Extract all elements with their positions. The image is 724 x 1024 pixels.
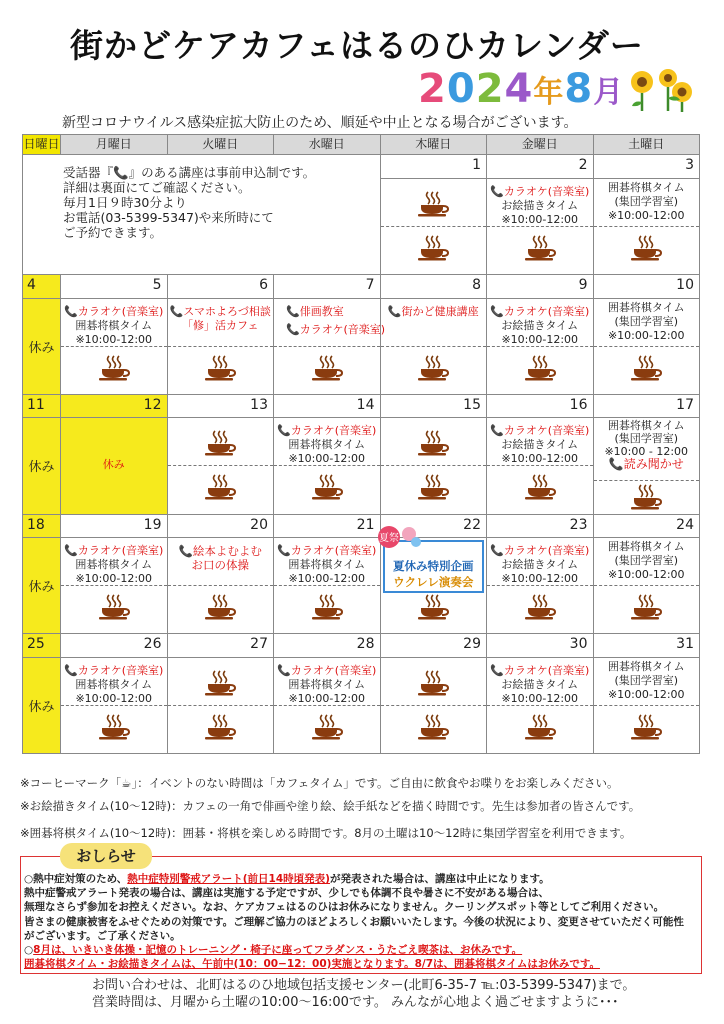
event-drawing: お絵描きタイム [501,677,579,691]
event-karaoke: 📞カラオケ(音楽室) [277,663,377,677]
coffee-cup-icon [204,430,236,456]
weekday-thursday: 木曜日 [380,135,487,155]
weekday-wednesday: 水曜日 [274,135,381,155]
coffee-cup-icon [524,594,556,620]
weekday-tuesday: 火曜日 [167,135,274,155]
notice-alert: 囲碁将棋タイム・お絵描きタイムは、午前中(10：00−12：00)実施となります。8/7は、囲碁将棋タイムはお休みです。 [24,957,600,970]
coffee-footnote: ※コーヒーマーク「☕」：イベントのない時間は「カフェタイム」です。ご自由に飲食やお喋りをお楽しみください。 [20,776,619,790]
year-digit: 2 [475,66,505,112]
day-number: 17 [593,394,700,418]
notice-line: 熱中症警戒アラート発表の場合は、講座は実施する予定ですが、少しでも体調不良や暑さに不安がある場合は、 [24,887,549,900]
coffee-cup-icon [630,355,662,381]
special-event-name: ウクレレ演奏会 [393,575,474,590]
coffee-cup-icon [417,235,449,261]
day-number: 3 [593,155,700,179]
year-digit: 0 [446,66,476,112]
event-karaoke: 📞カラオケ(音楽室) [490,663,590,677]
day-number: 21 [274,514,381,538]
day-number: 7 [274,275,381,299]
event-go: 囲碁将棋タイム [288,677,366,691]
coffee-cup-icon [524,355,556,381]
coffee-cup-icon [204,714,236,740]
contact-line: お問い合わせは、北町はるのひ地域包括支援センター(北町6-35-7 ℡:03-5399-5347)まで。 [92,978,636,993]
event-time: ※10:00-12:00 [607,568,685,582]
sunday-cell [23,657,61,753]
day-cell [380,178,487,274]
coffee-cup-icon [417,430,449,456]
calendar-table [22,134,700,754]
event-time: ※10:00-12:00 [75,332,153,346]
day-number: 28 [274,634,381,658]
event-time: ※10:00-12:00 [607,328,685,342]
reserve-info-cell [23,155,381,275]
coffee-cup-icon [417,474,449,500]
event-time: ※10:00-12:00 [607,687,685,701]
coffee-cup-icon [98,594,130,620]
event-go: 囲碁将棋タイム [607,419,685,433]
event-go: 囲碁将棋タイム [288,558,366,572]
event-ehon: 📞絵本よむよむ [178,544,262,559]
coffee-cup-icon [630,235,662,261]
event-go: 囲碁将棋タイム [607,180,685,194]
coffee-cup-icon [311,355,343,381]
hours-line: 営業時間は、月曜から土曜の10:00〜16:00です。 みんなが心地よく過ごせますように･･･ [92,995,619,1010]
coffee-cup-icon [98,355,130,381]
summer-festival-icon [377,524,421,550]
event-karaoke: 📞カラオケ(音楽室) [490,304,590,318]
event-time: ※10:00-12:00 [288,452,366,466]
event-drawing: お絵描きタイム [501,558,579,572]
event-kenkou: 📞街かど健康講座 [387,304,479,318]
event-karaoke: 📞カラオケ(音楽室) [490,544,590,558]
coffee-cup-icon [204,594,236,620]
coffee-cup-icon [630,484,662,510]
notice-alert: 8月は、いきいき体操・記憶のトレーニング・椅子に座ってフラダンス・うたごえ喫茶は、お休みです。 [33,943,523,956]
special-event-cell [378,533,487,634]
year-month-heading [418,66,624,112]
event-time: ※10:00 - 12:00 [604,445,689,459]
reserve-line: ご予約できます。 [63,225,163,241]
day-cell [274,657,381,753]
day-number: 8 [380,275,487,299]
day-number: 5 [61,275,168,299]
sunday-cell [23,418,61,514]
coffee-cup-icon [204,474,236,500]
coffee-cup-icon [524,714,556,740]
day-number: 29 [380,634,487,658]
reserve-line: 受話器『📞』のある講座は事前申込制です。 [63,165,316,181]
event-karaoke: 📞カラオケ(音楽室) [64,304,164,318]
reserve-line: 詳細は裏面にてご確認ください。 [63,180,251,196]
summer-festival-label: 夏祭 [378,533,399,545]
day-number: 13 [167,394,274,418]
rest-label: 休み [28,580,55,596]
event-go: 囲碁将棋タイム [288,438,366,452]
day-cell [380,418,487,514]
day-number: 19 [61,514,168,538]
day-cell [61,298,168,394]
event-karaoke: 📞カラオケ(音楽室) [277,424,377,438]
day-cell [274,538,381,634]
day-number: 6 [167,275,274,299]
reserve-line: 毎月1日９時30分より [63,195,187,211]
weekday-monday: 月曜日 [61,135,168,155]
event-time: ※10:00-12:00 [288,572,366,586]
day-number: 16 [487,394,594,418]
notice-line: が発表された場合は、講座は中止になります。 [329,873,550,885]
day-cell [274,298,386,394]
day-cell [167,418,274,514]
coffee-cup-icon [630,714,662,740]
event-time: ※10:00-12:00 [501,691,579,705]
event-karaoke: 📞カラオケ(音楽室) [490,184,590,198]
coffee-cup-icon [311,714,343,740]
day-cell [487,657,594,753]
notice-alert: 熱中症特別警戒アラート(前日14時頃発表) [127,873,330,885]
coffee-cup-icon [524,235,556,261]
day-number: 22 [380,514,487,538]
day-cell [61,657,168,753]
day-cell [167,538,274,634]
event-place: (集団学習室) [614,314,679,328]
day-number: 18 [23,514,61,538]
event-time: ※10:00-12:00 [501,212,579,226]
rest-label: 休み [28,460,55,476]
event-smartphone: 📞スマホよろづ相談 [169,304,271,318]
day-number: 20 [167,514,274,538]
day-number: 10 [593,275,700,299]
reserve-line: お電話(03-5399-5347)や来所時にて [63,210,274,226]
day-number: 27 [167,634,274,658]
coffee-cup-icon [524,474,556,500]
event-yomikikase: 📞読み聞かせ [608,457,684,472]
day-cell [593,298,700,394]
coffee-cup-icon [417,355,449,381]
event-go: 囲碁将棋タイム [75,677,153,691]
event-time: ※10:00-12:00 [75,691,153,705]
event-drawing: お絵描きタイム [501,438,579,452]
event-karaoke: 📞カラオケ(音楽室) [64,544,164,558]
day-cell [593,178,700,274]
coffee-cup-icon [311,474,343,500]
event-time: ※10:00-12:00 [75,572,153,586]
event-haiga: 📞俳画教室 [286,304,344,318]
coffee-cup-icon [417,191,449,217]
notice-line: 無理なさらず参加をお控えください。なお、ケアカフェはるのひはお休みになりません。クーリングスポット等としてご利用ください。 [24,901,665,914]
rest-label: 休み [28,340,55,356]
month-digit: 8 [564,66,594,112]
month-kanji: 月 [593,75,625,110]
day-number: 9 [487,275,594,299]
event-time: ※10:00-12:00 [501,452,579,466]
rest-label: 休み [28,699,55,715]
event-okuchi: お口の体操 [191,558,249,573]
sunflower-icon [628,68,694,112]
weekday-sunday: 日曜日 [23,135,61,155]
coffee-cup-icon [417,670,449,696]
page-title: 街かどケアカフェはるのひカレンダー [70,26,644,65]
day-number: 14 [274,394,381,418]
event-place: (集団学習室) [614,554,679,568]
drawing-footnote: ※お絵描きタイム(10〜12時)：カフェの一角で俳画や塗り絵、絵手紙などを描く時間です。先生は参加者の皆さんです。 [20,799,641,813]
covid-notice: 新型コロナウイルス感染症拡大防止のため、順延や中止となる場合がございます。 [62,115,578,131]
coffee-cup-icon [417,594,449,620]
day-cell [487,418,594,514]
notice-line: ○ [24,943,34,956]
reserve-info [63,165,315,240]
event-time: ※10:00-12:00 [607,208,685,222]
holiday-cell [61,418,168,514]
year-digit: 4 [504,66,534,112]
coffee-cup-icon [204,355,236,381]
notice-text [24,872,694,971]
event-drawing: お絵描きタイム [501,318,579,332]
event-place: (集団学習室) [614,194,679,208]
day-cell [487,178,594,274]
holiday-label: 休み [102,458,125,472]
coffee-cup-icon [311,594,343,620]
event-time: ※10:00-12:00 [288,691,366,705]
day-number: 30 [487,634,594,658]
coffee-cup-icon [630,594,662,620]
event-time: ※10:00-12:00 [501,332,579,346]
day-number: 25 [23,634,61,658]
event-go: 囲碁将棋タイム [607,540,685,554]
event-drawing: お絵描きタイム [501,198,579,212]
day-number: 26 [61,634,168,658]
notice-line: ○熱中症対策のため、 [24,873,128,885]
day-cell [274,418,381,514]
event-shukatsu: 「修」活カフェ [182,318,259,332]
day-cell [167,657,274,753]
day-cell [593,657,700,753]
coffee-cup-icon [204,670,236,696]
coffee-cup-icon [98,714,130,740]
event-time: ※10:00-12:00 [501,572,579,586]
event-go: 囲碁将棋タイム [607,300,685,314]
event-karaoke: 📞カラオケ(音楽室) [64,663,164,677]
day-cell [487,538,594,634]
day-number: 23 [487,514,594,538]
day-cell [593,418,700,514]
event-go: 囲碁将棋タイム [607,659,685,673]
day-number: 1 [380,155,487,179]
event-go: 囲碁将棋タイム [75,318,153,332]
event-karaoke: 📞カラオケ(音楽室) [490,424,590,438]
day-number: 4 [23,275,61,299]
day-cell [61,538,168,634]
event-place: (集団学習室) [614,432,679,446]
event-place: (集団学習室) [614,673,679,687]
day-number: 12 [61,394,168,418]
weekday-header-row [23,135,700,155]
event-karaoke: 📞カラオケ(音楽室) [277,544,377,558]
day-number: 31 [593,634,700,658]
day-number: 15 [380,394,487,418]
day-cell [380,657,487,753]
event-karaoke: 📞カラオケ(音楽室) [286,322,386,336]
day-cell [167,298,274,394]
go-footnote: ※囲碁将棋タイム(10〜12時)：囲碁・将棋を楽しめる時間です。8月の土曜は10〜12時に集団学習室を利用できます。 [20,826,632,840]
day-number: 11 [23,394,61,418]
day-cell [487,298,594,394]
day-number: 2 [487,155,594,179]
event-go: 囲碁将棋タイム [75,558,153,572]
day-cell [593,538,700,634]
sunday-cell [23,538,61,634]
oshirase-badge: おしらせ [60,843,152,869]
sunday-cell [23,298,61,394]
year-digit: 2 [418,66,447,112]
weekday-saturday: 土曜日 [593,135,700,155]
weekday-friday: 金曜日 [487,135,594,155]
day-number: 24 [593,514,700,538]
notice-line: 皆さまの健康被害をふせぐための対策です。ご理解ご協力のほどよろしくお願いいたします。今後の状況により、変更させていただく可能性がございます。ご了承ください。 [24,915,684,942]
coffee-cup-icon [417,714,449,740]
special-event-title: 夏休み特別企画 [393,559,474,574]
year-kanji: 年 [533,75,565,110]
day-cell [380,298,487,394]
